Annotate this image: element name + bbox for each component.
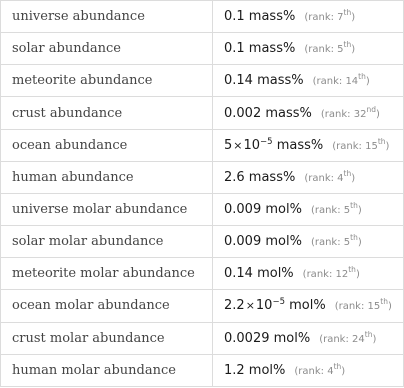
rank-badge: (rank: 7th) [304, 8, 356, 24]
row-label: crust abundance [1, 97, 213, 129]
table-row [1, 129, 404, 161]
row-label: meteorite abundance [1, 65, 213, 97]
rank-badge: (rank: 32nd) [320, 104, 380, 120]
rank-badge: (rank: 15th) [332, 136, 390, 152]
row-value-cell [213, 129, 404, 161]
table-row [1, 354, 404, 386]
table-row [1, 65, 404, 97]
table-row [1, 322, 404, 354]
table-row [1, 1, 404, 33]
row-value-cell [213, 258, 404, 290]
table-row [1, 33, 404, 65]
row-value: 2.6 mass% [224, 169, 296, 185]
table-row [1, 97, 404, 129]
row-value-cell [213, 322, 404, 354]
row-label: crust molar abundance [1, 322, 213, 354]
table-row [1, 193, 404, 225]
rank-badge: (rank: 4th) [304, 168, 356, 184]
row-value-cell [213, 193, 404, 225]
row-label: solar abundance [1, 33, 213, 65]
row-label: universe abundance [1, 1, 213, 33]
row-label: ocean abundance [1, 129, 213, 161]
row-label: meteorite molar abundance [1, 258, 213, 290]
table-row [1, 258, 404, 290]
row-value-cell [213, 97, 404, 129]
rank-badge: (rank: 12th) [302, 265, 360, 281]
rank-badge: (rank: 5th) [310, 233, 362, 249]
row-value-cell [213, 33, 404, 65]
rank-badge: (rank: 4th) [294, 361, 346, 377]
row-value-cell [213, 1, 404, 33]
rank-badge: (rank: 24th) [319, 329, 377, 345]
row-label: human abundance [1, 161, 213, 193]
row-label: ocean molar abundance [1, 290, 213, 322]
row-value-cell [213, 290, 404, 322]
table-row [1, 226, 404, 258]
row-value: 0.002 mass% [224, 105, 312, 121]
rank-badge: (rank: 15th) [334, 297, 392, 313]
row-value-cell [213, 65, 404, 97]
row-value-cell [213, 354, 404, 386]
rank-badge: (rank: 14th) [312, 72, 370, 88]
row-value: 0.1 mass% [224, 41, 296, 57]
row-value: 0.14 mass% [224, 73, 304, 89]
row-value-sci: $2.2\times 10^{-5}$ mol% [224, 297, 326, 314]
row-value: 0.14 mol% [224, 266, 294, 282]
table-row [1, 290, 404, 322]
row-value: 0.0029 mol% [224, 330, 311, 346]
row-value-cell [213, 226, 404, 258]
row-label: solar molar abundance [1, 226, 213, 258]
row-value: 1.2 mol% [224, 362, 286, 378]
row-label: human molar abundance [1, 354, 213, 386]
rank-badge: (rank: 5th) [310, 201, 362, 217]
row-value-sci: $5\times 10^{-5}$ mass% [224, 136, 324, 153]
table-row [1, 161, 404, 193]
row-value-cell [213, 161, 404, 193]
row-value: 0.009 mol% [224, 234, 302, 250]
row-value: 0.009 mol% [224, 202, 302, 218]
rank-badge: (rank: 5th) [304, 40, 356, 56]
row-label: universe molar abundance [1, 193, 213, 225]
row-value: 0.1 mass% [224, 9, 296, 25]
